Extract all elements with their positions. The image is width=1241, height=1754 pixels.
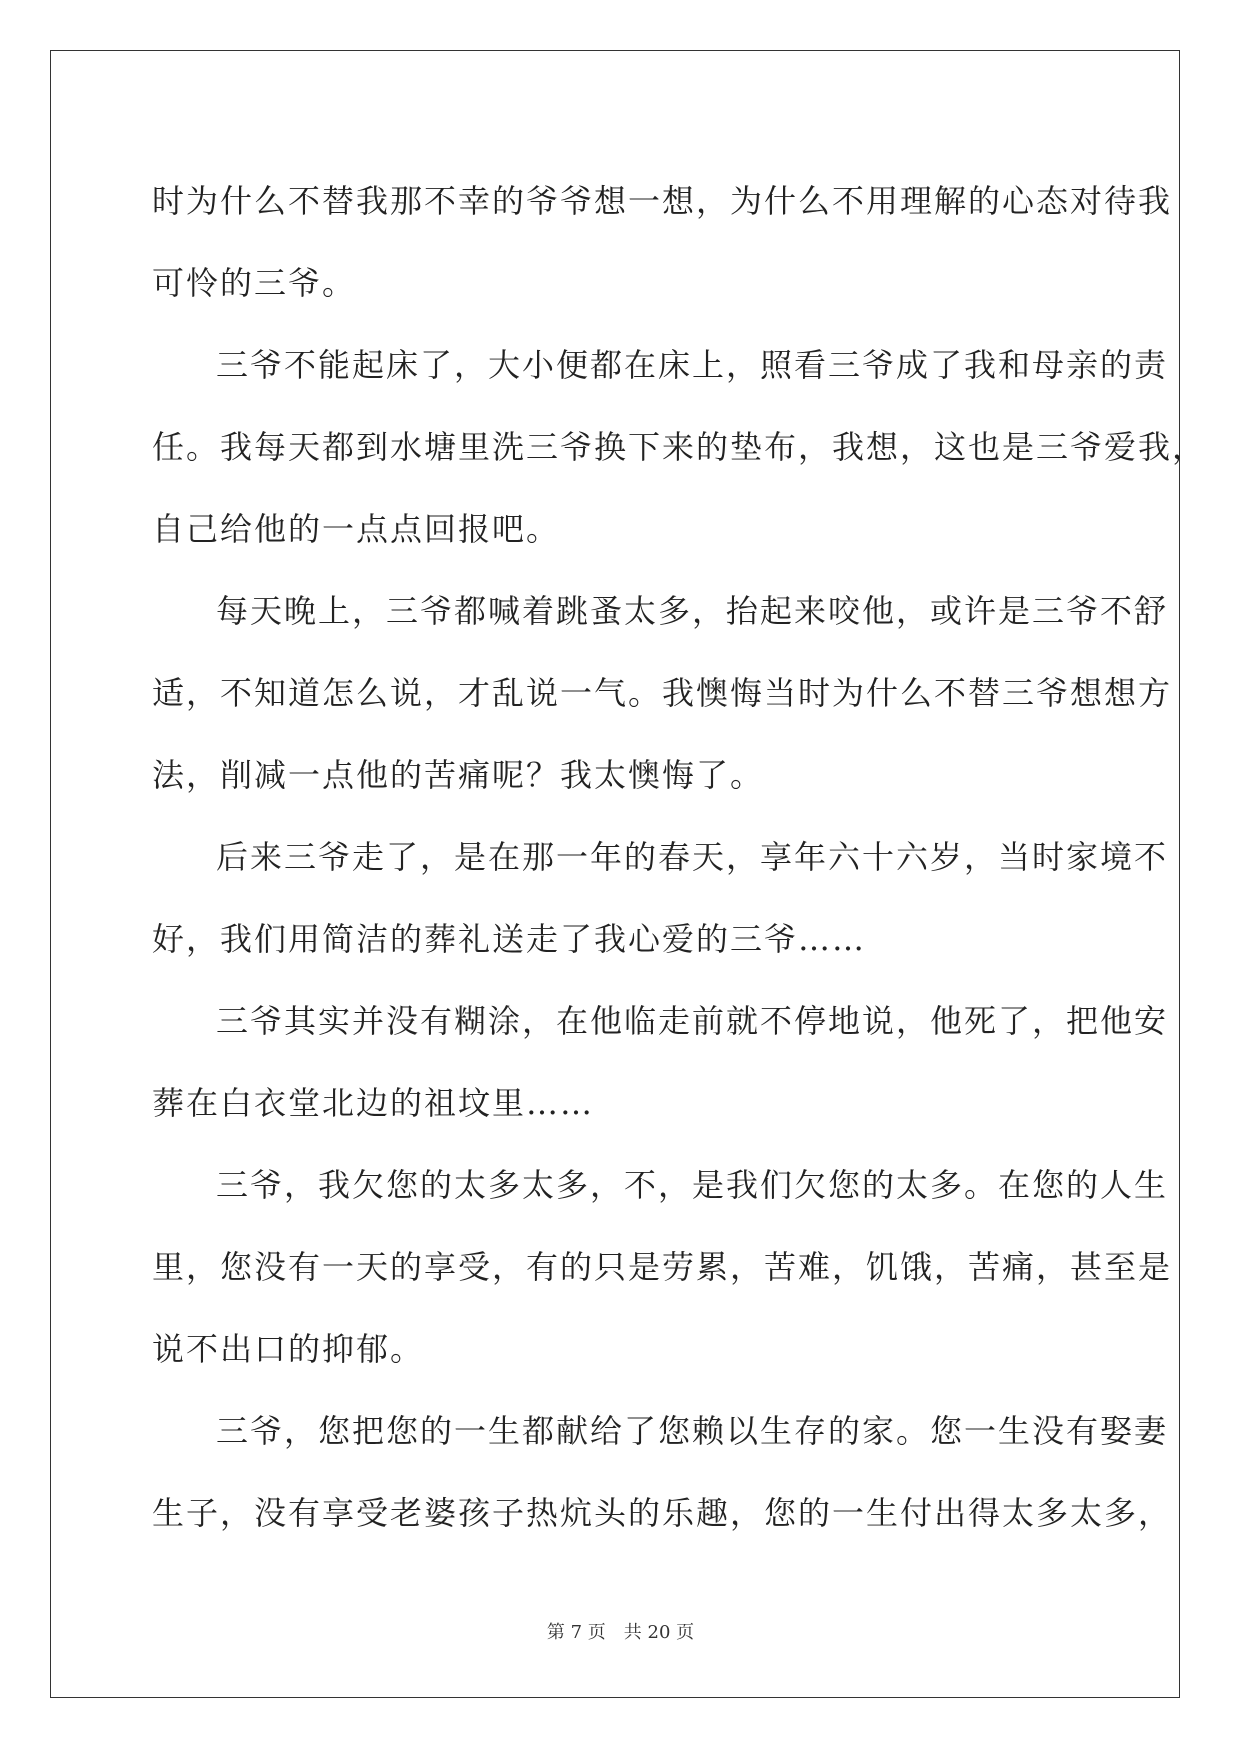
text-line: 三爷，您把您的一生都献给了您赖以生存的家。您一生没有娶妻 [216,1412,1169,1450]
document-body [152,160,1207,1554]
text-line: 生子，没有享受老婆孩子热炕头的乐趣，您的一生付出得太多太多， [152,1494,1173,1532]
text-line: 好，我们用简洁的葬礼送走了我心爱的三爷…… [152,920,867,958]
text-line: 法，削减一点他的苦痛呢？我太懊悔了。 [152,756,765,794]
text-line: 适，不知道怎么说，才乱说一气。我懊悔当时为什么不替三爷想想方 [152,674,1173,712]
text-line: 葬在白衣堂北边的祖坟里…… [152,1084,595,1122]
page-number-footer: 第 7 页 共 20 页 [546,1622,695,1643]
text-line: 任。我每天都到水塘里洗三爷换下来的垫布，我想，这也是三爷爱我， [152,428,1207,466]
text-line: 时为什么不替我那不幸的爷爷想一想，为什么不用理解的心态对待我 [152,182,1173,220]
text-line: 后来三爷走了，是在那一年的春天，享年六十六岁，当时家境不 [216,838,1169,876]
text-line: 说不出口的抑郁。 [152,1330,425,1368]
text-line: 三爷其实并没有糊涂，在他临走前就不停地说，他死了，把他安 [216,1002,1169,1040]
text-line: 每天晚上，三爷都喊着跳蚤太多，抬起来咬他，或许是三爷不舒 [216,592,1169,630]
text-line: 里，您没有一天的享受，有的只是劳累，苦难，饥饿，苦痛，甚至是 [152,1248,1173,1286]
text-line: 三爷，我欠您的太多太多，不，是我们欠您的太多。在您的人生 [216,1166,1169,1204]
text-line: 可怜的三爷。 [152,264,357,302]
text-line: 自己给他的一点点回报吧。 [152,510,561,548]
text-line: 三爷不能起床了，大小便都在床上，照看三爷成了我和母亲的责 [216,346,1169,384]
